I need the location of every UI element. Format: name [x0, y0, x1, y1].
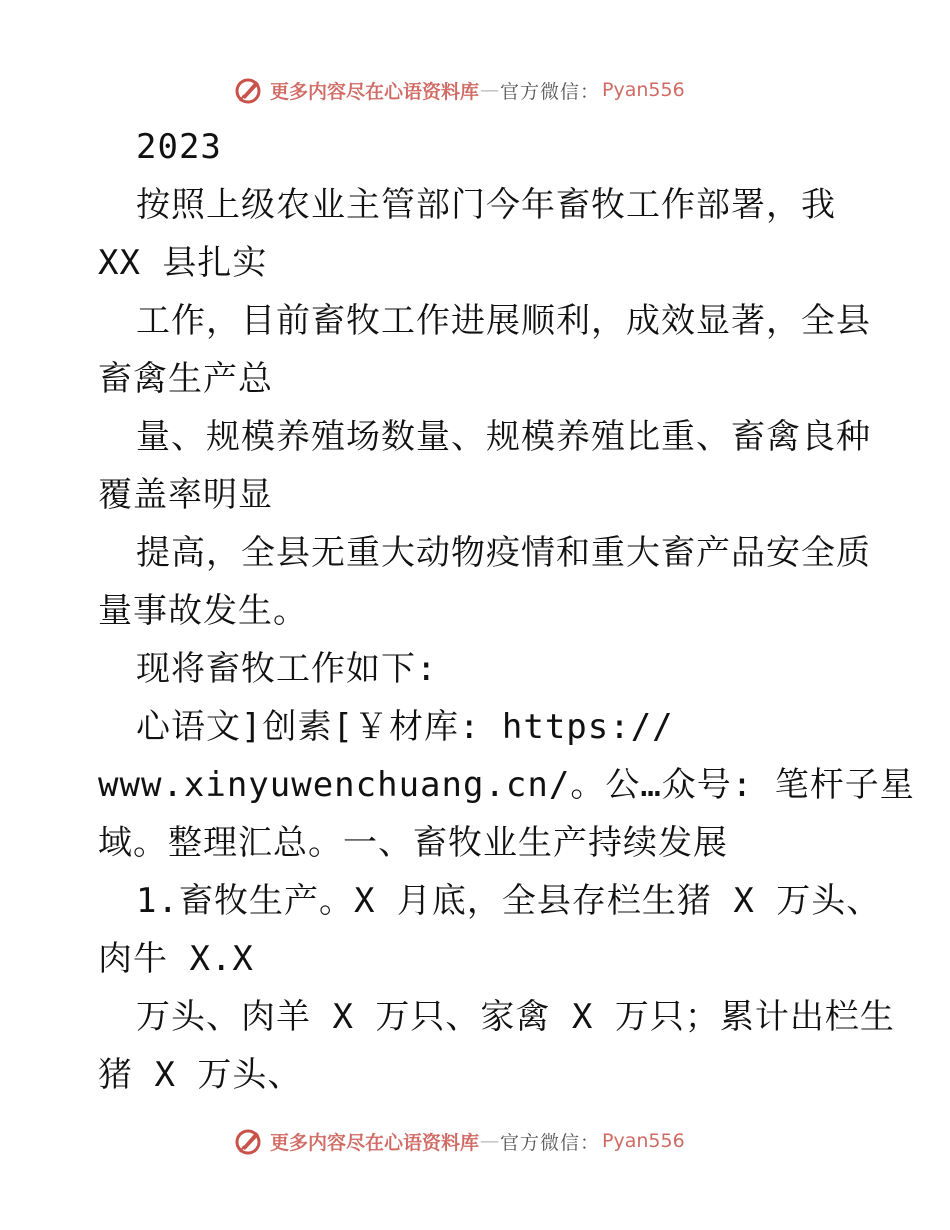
body-line: 2023: [136, 127, 222, 167]
body-line: www.xinyuwenchuang.cn/。公…众号: 笔杆子星: [98, 765, 915, 805]
quill-logo-icon: [234, 1126, 264, 1156]
body-line: 量事故发生。: [98, 591, 308, 631]
body-line: XX 县扎实: [98, 243, 268, 283]
body-line: 肉牛 X.X: [98, 939, 254, 979]
banner-sub-text: 官方微信：: [500, 1131, 601, 1154]
banner-handle: Pyan556: [602, 1130, 685, 1152]
body-line: 提高，全县无重大动物疫情和重大畜产品安全质: [136, 533, 871, 573]
body-line: 量、规模养殖场数量、规模养殖比重、畜禽良种: [136, 417, 871, 457]
body-line: 畜禽生产总: [98, 359, 273, 399]
body-line: 按照上级农业主管部门今年畜牧工作部署，我: [136, 185, 836, 225]
body-line: 域。整理汇总。一、畜牧业生产持续发展: [98, 823, 728, 863]
banner-main-text: 更多内容尽在心语资料库: [270, 80, 480, 103]
footer-banner[interactable]: [234, 1123, 685, 1159]
banner-main-text: 更多内容尽在心语资料库: [270, 1131, 480, 1154]
body-line: 覆盖率明显: [98, 475, 273, 515]
body-line: 心语文]创素[￥材库: https://: [136, 707, 674, 747]
banner-dash: —: [480, 79, 500, 101]
body-line: 万头、肉羊 X 万只、家禽 X 万只；累计出栏生: [136, 997, 895, 1037]
body-line: 1.畜牧生产。X 月底，全县存栏生猪 X 万头、: [136, 881, 882, 921]
quill-logo-icon: [234, 75, 264, 105]
banner-sub-text: 官方微信：: [500, 80, 601, 103]
body-line: 工作，目前畜牧工作进展顺利，成效显著，全县: [136, 301, 871, 341]
body-line: 猪 X 万头、: [98, 1055, 303, 1095]
banner-dash: —: [480, 1130, 500, 1152]
document-body: [98, 118, 915, 1104]
banner-handle: Pyan556: [602, 79, 685, 101]
body-line: 现将畜牧工作如下:: [136, 649, 438, 689]
header-banner[interactable]: [234, 72, 685, 108]
